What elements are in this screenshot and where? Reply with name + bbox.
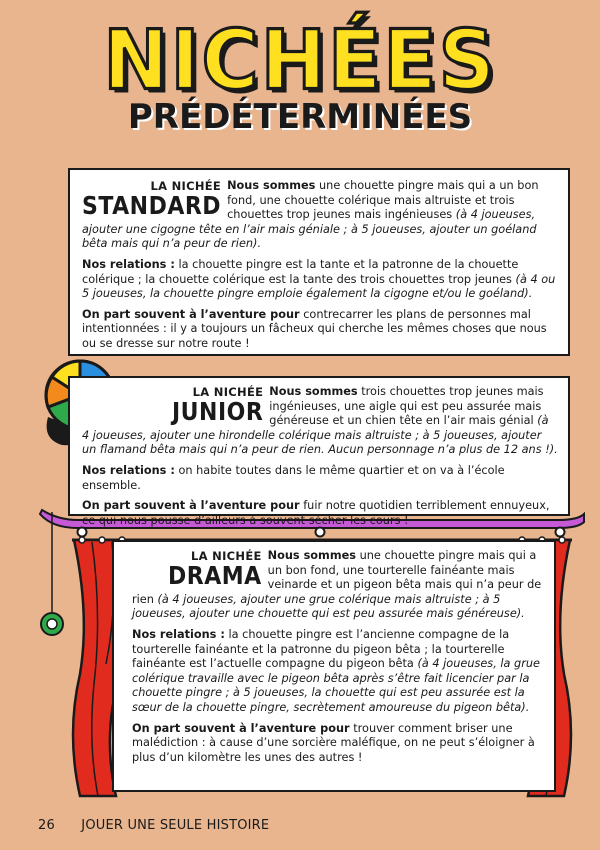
page-title: NICHÉES: [103, 13, 497, 109]
brood-drama-relations: Nos relations : la chouette pingre est l’ancienne compagne de la tourterelle fainéante et la patronne du pigeon bêta ; la tourterelle fainéante est l’actuelle compagne du pigeon bêta (à 4 joueuses, la grue colérique travaille avec le pigeon bêta après s’être fait licencier par la chouette pingre ; à 5 joueuses, la chouette qui est peu assurée est la sœur de la chouette pingre, secrètement amoureuse du pigeon bêta).: [132, 627, 540, 714]
brood-drama-label-small: LA NICHÉE: [191, 549, 262, 563]
page-number: 26: [38, 818, 55, 833]
brood-standard-adventure: On part souvent à l’aventure pour contrecarrer les plans de personnes mal intentionnées : il y a toujours un fâcheux qui cherche les mêmes choses que nous ou se dresse sur notre route !: [82, 307, 547, 350]
brood-junior-relations: Nos relations : on habite toutes dans le même quartier et on va à l’école ensemble.: [82, 463, 505, 492]
brood-standard-relations: Nos relations : la chouette pingre est la tante et la patronne de la chouette colérique ; la chouette colérique est la tante des trois chouettes trop jeunes (à 4 ou 5 joueuses, la chouette pingre emploie également la cigogne et/ou le goéland).: [82, 257, 556, 301]
brood-drama-box: [112, 540, 556, 792]
brood-standard-label-big: STANDARD: [82, 191, 222, 221]
brood-standard-intro: Nous sommes une chouette pingre mais qui a un bon fond, une chouette colérique mais altruiste et trois chouettes trop jeunes mais ingénieuses (à 4 joueuses, ajouter une cigogne tête en l’air mais géniale ; à 5 joueuses, ajouter un goéland bêta mais qui n’a peur de rien).: [82, 179, 539, 251]
brood-standard-heading: [82, 179, 222, 221]
brood-drama-adventure: On part souvent à l’aventure pour trouver comment briser une malédiction : à cause d’une sorcière maléfique, on ne peut s’éloigner à plus d’un kilomètre les unes des autres !: [132, 721, 535, 764]
brood-junior-intro: Nous sommes trois chouettes trop jeunes mais ingénieuses, une aigle qui est peu assurée mais généreuse et un chien tête en l’air mais génial (à 4 joueuses, ajouter une hirondelle colérique mais altruiste ; à 5 joueuses, ajouter un flamand bêta mais qui n’a peur de rien. Aucun personnage n’a plus de 12 ans !).: [82, 385, 558, 457]
brood-drama-intro: Nous sommes une chouette pingre mais qui a un bon fond, une tourterelle fainéante mais veinarde et un pigeon bêta mais qui n’a peur de rien (à 4 joueuses, ajouter une grue colérique mais altruiste ; à 5 joueuses, ajouter une chouette qui est peu assurée mais généreuse).: [132, 549, 542, 621]
brood-drama-heading: [168, 549, 262, 591]
brood-junior-heading: [172, 385, 264, 427]
brood-drama-label-big: DRAMA: [168, 561, 262, 591]
brood-standard-box: [68, 168, 570, 356]
brood-standard-label-small: LA NICHÉE: [150, 179, 222, 193]
page-subtitle: PRÉDÉTERMINÉES: [127, 97, 473, 137]
section-title: JOUER UNE SEULE HISTOIRE: [81, 818, 270, 833]
brood-junior-label-big: JUNIOR: [172, 397, 264, 427]
brood-junior-adventure: On part souvent à l’aventure pour fuir notre quotidien terriblement ennuyeux, ce qui nous pousse d’ailleurs à souvent sécher les cours !: [82, 499, 550, 527]
brood-junior-label-small: LA NICHÉE: [192, 385, 264, 399]
page-footer: [38, 818, 291, 833]
yoyo-icon: [38, 512, 64, 638]
brood-junior-box: [68, 376, 570, 527]
